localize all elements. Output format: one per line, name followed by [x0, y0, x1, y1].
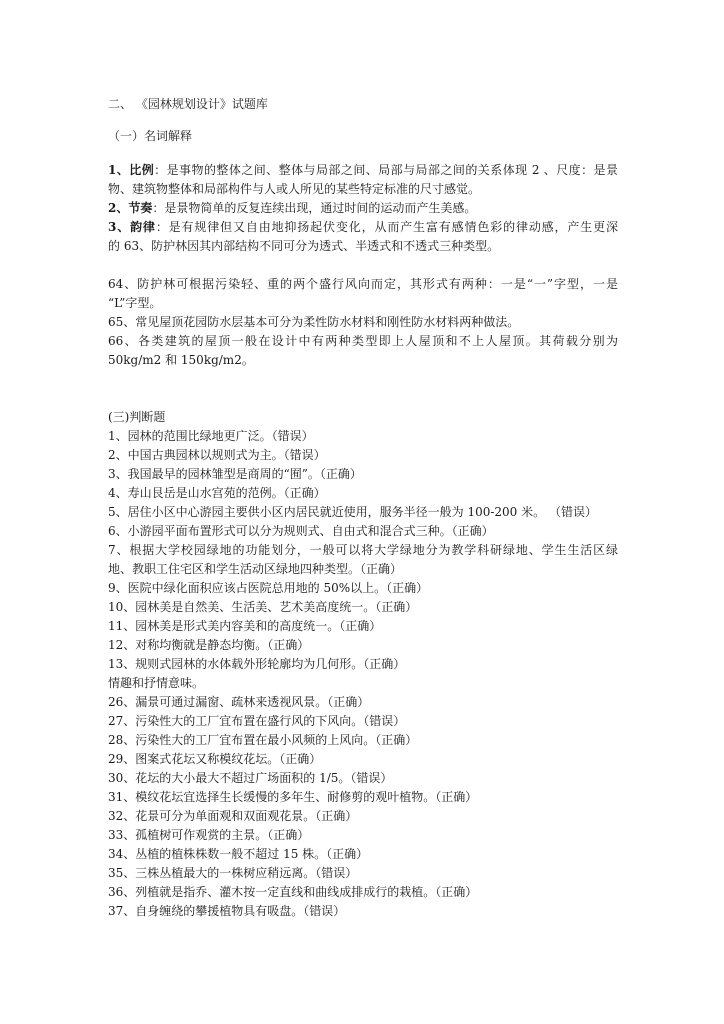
list-item: 12、对称均衡就是静态均衡。（正确） [108, 638, 310, 652]
definition-text: ：是有规律但又自由地抑扬起伏变化，从而产生富有感情色彩的律动感，产生更深 [155, 220, 618, 234]
list-item: 13、规则式园林的水体载外形轮廓均为几何形。（正确） [108, 657, 406, 671]
list-item: 30、花坛的大小最大不超过广场面积的 1/5。（错误） [108, 771, 393, 785]
list-item: 3、我国最早的园林雏型是商周的“囿”。（正确） [108, 467, 362, 481]
definition-text: ：是景物简单的反复连续出现，通过时间的运动而产生美感。 [152, 201, 477, 215]
document-title: 二、 《园林规划设计》试题库 [108, 97, 268, 111]
list-item: 6、小游园平面布置形式可以分为规则式、自由式和混合式三种。（正确） [108, 524, 494, 538]
paragraph-line [108, 162, 618, 179]
section-heading-definitions: （一）名词解释 [108, 129, 193, 143]
list-item: 35、三株丛植最大的一株树应稍远离。（错误） [108, 866, 358, 880]
list-item: 29、图案式花坛又称模纹花坛。（正确） [108, 752, 322, 766]
list-item: 1、园林的范围比绿地更广泛。（错误） [108, 429, 314, 443]
paragraph-line: 的 63、防护林因其内部结构不同可分为透式、半透式和不透式三种类型。 [108, 239, 500, 253]
list-item: 情趣和抒情意味。 [108, 676, 205, 690]
paragraph-line [108, 200, 618, 217]
list-item: 地、教职工住宅区和学生活动区绿地四种类型。（正确） [108, 562, 403, 576]
list-item: 10、园林美是自然美、生活美、艺术美高度统一。（正确） [108, 600, 418, 614]
term-bold: 2、节奏 [108, 201, 153, 215]
definition-text: ：是事物的整体之间、整体与局部之间、局部与局部之间的关系体现 2 、尺度：是景 [154, 163, 618, 177]
paragraph-line: 64、防护林可根据污染轻、重的两个盛行风向而定，其形式有两种：一是“一”字型，一是 [108, 277, 618, 291]
list-item: 2、中国古典园林以规则式为主。（错误） [108, 448, 326, 462]
paragraph-line [108, 219, 618, 236]
list-item: 32、花景可分为单面观和双面观花景。（正确） [108, 809, 358, 823]
list-item: 9、医院中绿化面积应该占医院总用地的 50%以上。（正确） [108, 581, 429, 595]
paragraph-line: 50kg/m2 和 150kg/m2。 [108, 353, 254, 367]
list-item: 33、孤植树可作观赏的主景。（正确） [108, 828, 310, 842]
list-item: 7、根据大学校园绿地的功能划分，一般可以将大学绿地分为教学科研绿地、学生生活区绿 [108, 543, 618, 557]
paragraph-line: 66、各类建筑的屋顶一般在设计中有两种类型即上人屋顶和不上人屋顶。其荷载分别为 [108, 334, 618, 348]
paragraph-line: “L”字型。 [108, 296, 162, 310]
term-bold: 1、比例 [108, 163, 155, 177]
paragraph-line: 物、建筑物整体和局部构件与人或人所见的某些特定标准的尺寸感觉。 [108, 182, 481, 196]
list-item: 34、丛植的植株株数一般不超过 15 株。（正确） [108, 847, 369, 861]
list-item: 11、园林美是形式美内容美和的高度统一。（正确） [108, 619, 382, 633]
term-bold: 3、韵律 [108, 220, 156, 234]
list-item: 36、列植就是指乔、灌木按一定直线和曲线成排成行的栽植。（正确） [108, 885, 478, 899]
list-item: 28、污染性大的工厂宜布置在最小风频的上风向。（正确） [108, 733, 418, 747]
list-item: 5、居住小区中心游园主要供小区内居民就近使用，服务半径一般为 100-200 米。 （错误） [108, 505, 597, 519]
paragraph-line: 65、常见屋顶花园防水层基本可分为柔性防水材料和刚性防水材料两种做法。 [108, 315, 520, 329]
section-heading-true-false: (三)判断题 [108, 410, 166, 424]
list-item: 31、模纹花坛宜选择生长缓慢的多年生、耐修剪的观叶植物。（正确） [108, 790, 478, 804]
list-item: 37、自身缠绕的攀援植物具有吸盘。（错误） [108, 904, 346, 918]
list-item: 27、污染性大的工厂宜布置在盛行风的下风向。（错误） [108, 714, 406, 728]
list-item: 26、漏景可通过漏窗、疏林来透视风景。（正确） [108, 695, 370, 709]
list-item: 4、寿山艮岳是山水宫苑的范例。（正确） [108, 486, 326, 500]
